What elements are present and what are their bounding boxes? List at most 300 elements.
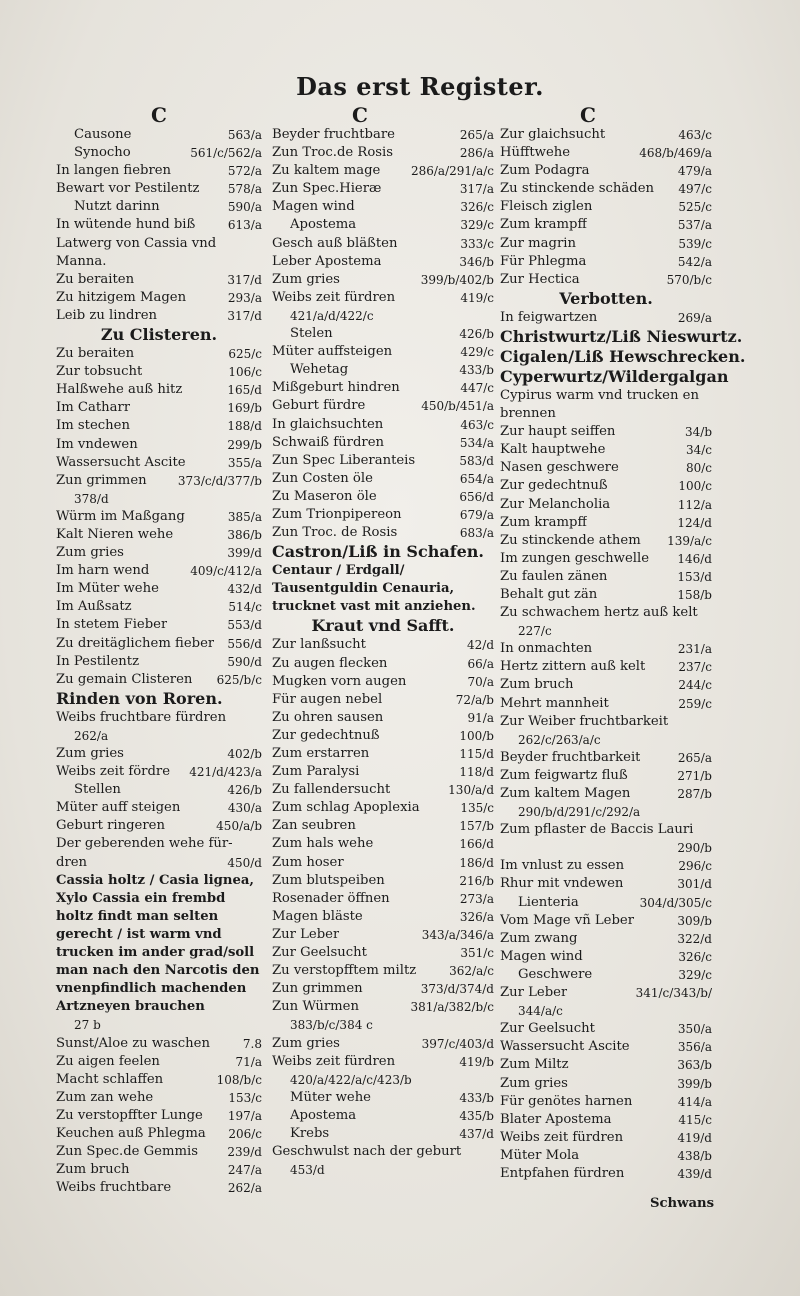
entry-term: Müter auff steigen xyxy=(56,800,181,816)
index-entry xyxy=(272,709,494,727)
entry-reference: 351/c xyxy=(460,946,494,961)
entry-reference: 386/b xyxy=(227,527,262,542)
entry-reference: 450/d xyxy=(227,855,262,870)
entry-term: Zu kaltem mage xyxy=(272,163,381,179)
entry-paragraph: Weibs fruchtbare fürdren xyxy=(56,709,227,725)
entry-term: Zum gries xyxy=(272,1035,340,1051)
entry-reference: 70/a xyxy=(467,674,494,689)
index-entry xyxy=(272,890,494,908)
index-entry xyxy=(56,616,262,634)
entry-term: In wütende hund biß xyxy=(56,217,196,233)
entry-reference: 326/c xyxy=(678,949,712,964)
section-heading: Kraut vnd Safft. xyxy=(311,616,455,636)
section-heading: Verbotten. xyxy=(559,288,653,308)
index-entry xyxy=(272,253,494,271)
entry-reference: 432/d xyxy=(227,582,262,597)
entry-term: Für augen nebel xyxy=(272,691,383,707)
entry-reference-continued: 262/a xyxy=(74,728,109,743)
entry-reference: 115/d xyxy=(459,747,494,761)
catchword: Schwans xyxy=(650,1196,715,1211)
index-entry xyxy=(500,216,712,234)
index-entry xyxy=(500,767,712,785)
index-entry xyxy=(272,488,494,506)
index-entry xyxy=(56,817,262,835)
entry-reference-continued: 453/d xyxy=(290,1163,325,1178)
entry-paragraph: Zur Weiber fruchtbarkeit xyxy=(500,713,669,729)
entry-term: Behalt gut zän xyxy=(500,586,598,602)
index-entry xyxy=(500,532,712,550)
entry-reference: 409/c/412/a xyxy=(190,564,262,579)
entry-term: dren xyxy=(56,854,88,870)
entry-reference: 124/d xyxy=(677,515,712,530)
entry-term: Rosenader öffnen xyxy=(272,890,390,906)
index-entry xyxy=(272,361,494,379)
entry-reference: 450/a/b xyxy=(216,819,262,834)
index-entry xyxy=(500,912,712,930)
index-entry xyxy=(56,526,262,544)
index-entry xyxy=(56,1035,262,1053)
index-entry xyxy=(56,671,262,689)
entry-reference: 421/d/423/a xyxy=(189,765,262,780)
entry-reference: 419/d xyxy=(677,1130,712,1145)
index-entry xyxy=(272,343,494,361)
entry-term: Zum Trionpipereon xyxy=(272,506,402,522)
index-entry xyxy=(56,216,262,234)
entry-reference: 468/b/469/a xyxy=(639,146,712,161)
index-entry xyxy=(500,676,712,694)
entry-paragraph: Cassia holtz / Casia lignea, Xylo Cassia ein frembd holtz findt man selten gerecht / ist warm vnd trucken im ander grad/soll man nach den Narcotis den vnenpfindlich machenden Artzneyen brauchen xyxy=(56,872,260,1015)
entry-term: Zun Würmen xyxy=(272,999,359,1015)
entry-reference: 130/a/d xyxy=(448,783,494,798)
entry-term: Zu dreitäglichem fieber xyxy=(56,635,215,651)
index-entry xyxy=(272,727,494,745)
entry-term: Zu Maseron öle xyxy=(272,488,377,504)
entry-reference: 329/c xyxy=(460,218,494,233)
entry-term: Magen wind xyxy=(272,199,355,215)
entry-term: Mißgeburt hindren xyxy=(272,380,400,396)
entry-reference: 72/a/b xyxy=(455,692,494,707)
entry-reference-continued: 344/a/c xyxy=(518,1004,563,1019)
entry-reference: 118/d xyxy=(459,765,494,780)
entry-paragraph: Cypirus warm vnd trucken en brennen xyxy=(500,387,699,422)
entry-reference: 556/d xyxy=(227,636,262,651)
index-entry xyxy=(500,441,712,459)
index-entry xyxy=(272,144,494,162)
entry-term: Kalt hauptwehe xyxy=(500,442,606,458)
entry-term: In feigwartzen xyxy=(500,309,598,325)
index-entry xyxy=(500,459,712,477)
index-entry xyxy=(500,1093,712,1111)
entry-term: Zum zan wehe xyxy=(56,1089,154,1105)
entry-reference: 346/b xyxy=(459,254,494,269)
entry-reference: 590/d xyxy=(227,654,262,669)
index-entry xyxy=(56,180,262,198)
entry-reference: 34/b xyxy=(685,425,712,440)
index-entry xyxy=(272,980,494,998)
entry-term: Macht schlaffen xyxy=(56,1071,164,1087)
entry-reference: 100/b xyxy=(459,728,494,743)
entry-term: In Pestilentz xyxy=(56,653,140,669)
entry-reference: 429/c xyxy=(460,345,494,360)
entry-reference-continued: 227/c xyxy=(518,624,552,639)
entry-term: Apostema xyxy=(290,217,357,233)
entry-reference: 399/b xyxy=(677,1076,712,1091)
entry-reference: 299/b xyxy=(227,437,262,452)
entry-term: Entpfahen fürdren xyxy=(500,1165,625,1181)
entry-term: Zun grimmen xyxy=(272,981,363,997)
index-entry xyxy=(56,1161,262,1179)
index-entry xyxy=(272,271,494,289)
entry-term: Zu stinckende schäden xyxy=(500,181,654,197)
entry-reference: 34/c xyxy=(685,443,712,458)
entry-reference: 333/c xyxy=(460,236,494,251)
entry-term: Zum gries xyxy=(56,545,124,561)
entry-reference: 572/a xyxy=(227,164,262,179)
entry-term: Geschwere xyxy=(518,966,593,982)
index-entry xyxy=(500,1056,712,1074)
index-entry xyxy=(500,1165,712,1183)
index-entry xyxy=(500,640,712,658)
entry-term: Zu aigen feelen xyxy=(56,1053,160,1069)
entry-reference: 317/a xyxy=(459,182,494,197)
entry-reference: 80/c xyxy=(685,461,712,476)
entry-reference: 679/a xyxy=(459,507,494,522)
entry-term: Hüfftwehe xyxy=(500,145,571,161)
register-column-3 xyxy=(500,103,746,1183)
entry-term: In langen fiebren xyxy=(56,163,172,179)
entry-reference: 309/b xyxy=(677,913,712,928)
index-entry xyxy=(500,785,712,803)
entry-term: Weibs fruchtbare xyxy=(56,1180,172,1196)
entry-term: Im stechen xyxy=(56,418,130,434)
entry-term: Zum bruch xyxy=(500,677,574,693)
index-entry xyxy=(272,799,494,817)
entry-reference: 7.8 xyxy=(242,1036,262,1051)
entry-term: Wehetag xyxy=(290,362,349,378)
index-entry xyxy=(500,126,712,144)
entry-term: Weibs zeit fürdren xyxy=(500,1129,624,1145)
index-entry xyxy=(500,235,712,253)
entry-reference: 654/a xyxy=(459,471,494,486)
index-entry xyxy=(500,1147,712,1165)
entry-reference: 265/a xyxy=(459,128,494,142)
index-entry xyxy=(272,872,494,890)
entry-reference: 537/a xyxy=(677,218,712,233)
index-entry xyxy=(272,691,494,709)
index-entry xyxy=(500,658,712,676)
entry-paragraph: Latwerg von Cassia vnd Manna. xyxy=(56,235,217,269)
index-entry xyxy=(272,416,494,434)
entry-term: Zur lanßsucht xyxy=(272,637,366,653)
entry-term: Weibs zeit fürdren xyxy=(272,1053,396,1069)
entry-term: Zum erstarren xyxy=(272,746,370,761)
index-entry xyxy=(56,198,262,216)
entry-term: Zun Spec.Hieræ xyxy=(272,181,382,197)
entry-reference: 578/a xyxy=(227,182,262,197)
entry-term: Zu beraiten xyxy=(56,271,135,287)
entry-term: Zur Leber xyxy=(272,926,340,942)
index-entry xyxy=(272,198,494,216)
index-entry xyxy=(56,544,262,562)
index-entry xyxy=(500,180,712,198)
index-entry xyxy=(272,452,494,470)
entry-term: Zum Podagra xyxy=(500,163,590,179)
entry-term: Im harn wend xyxy=(56,563,150,579)
index-entry xyxy=(56,162,262,180)
section-heading: Castron/Liß in Schafen. xyxy=(272,542,484,562)
index-entry xyxy=(500,496,712,514)
entry-reference: 317/d xyxy=(227,308,262,323)
entry-reference-continued: 421/a/d/422/c xyxy=(290,308,374,323)
entry-term: Lienteria xyxy=(518,894,579,910)
entry-term: Im Catharr xyxy=(56,400,131,416)
entry-term: Weibs zeit fördre xyxy=(56,764,171,780)
index-entry xyxy=(272,763,494,781)
entry-term: Im vnlust zu essen xyxy=(500,858,625,874)
entry-reference: 343/a/346/a xyxy=(421,927,494,942)
index-entry xyxy=(500,875,712,893)
entry-term: Zun Spec.de Gemmis xyxy=(56,1144,198,1160)
entry-term: Müter wehe xyxy=(290,1089,371,1105)
entry-reference: 463/c xyxy=(460,417,494,432)
entry-term: Im Außsatz xyxy=(56,599,132,615)
entry-term: Apostema xyxy=(290,1107,357,1123)
entry-term: Stelen xyxy=(290,326,333,342)
entry-term: Geburt fürdre xyxy=(272,398,366,414)
entry-reference: 433/b xyxy=(459,1090,494,1105)
index-entry xyxy=(56,289,262,307)
entry-reference: 100/c xyxy=(678,479,712,494)
entry-term: Für genötes harnen xyxy=(500,1093,633,1109)
index-entry xyxy=(56,1125,262,1143)
index-entry xyxy=(500,930,712,948)
index-entry xyxy=(56,562,262,580)
entry-paragraph: Zum pflaster de Baccis Lauri xyxy=(500,822,694,838)
entry-reference: 479/a xyxy=(677,164,712,179)
entry-term: Zur tobsucht xyxy=(56,364,143,380)
entry-term: Zum krampff xyxy=(500,217,587,233)
index-entry xyxy=(56,144,262,162)
entry-term: Hertz zittern auß kelt xyxy=(500,659,646,675)
entry-term: Sunst/Aloe zu waschen xyxy=(56,1035,210,1051)
entry-term: Krebs xyxy=(290,1125,330,1141)
entry-reference: 341/c/343/b/ xyxy=(635,986,712,1001)
index-entry xyxy=(272,655,494,673)
entry-reference: 188/d xyxy=(227,419,262,434)
entry-reference: 71/a xyxy=(235,1054,262,1069)
index-entry xyxy=(56,580,262,598)
index-entry xyxy=(272,397,494,415)
index-entry xyxy=(272,962,494,980)
index-entry xyxy=(272,216,494,234)
entry-term: Zur gedechtnuß xyxy=(272,727,380,743)
index-entry xyxy=(500,198,712,216)
entry-term: Zur haupt seiffen xyxy=(500,424,616,440)
entry-reference: 42/d xyxy=(467,638,494,653)
entry-term: Leib zu lindren xyxy=(56,307,158,323)
section-heading: Cyperwurtz/Wildergalgan xyxy=(500,366,729,386)
entry-reference: 186/d xyxy=(459,855,494,870)
entry-term: Zu augen flecken xyxy=(272,655,388,671)
entry-reference: 239/d xyxy=(227,1145,262,1160)
entry-reference: 197/a xyxy=(227,1108,262,1123)
entry-term: Zur glaichsucht xyxy=(500,127,606,142)
entry-reference: 402/b xyxy=(227,747,262,761)
section-letter: C xyxy=(151,103,167,127)
entry-reference: 350/a xyxy=(677,1022,712,1037)
entry-term: In stetem Fieber xyxy=(56,617,168,633)
section-heading: Christwurtz/Liß Nieswurtz. xyxy=(500,326,743,346)
index-entry xyxy=(272,908,494,926)
entry-term: Zum zwang xyxy=(500,930,578,946)
entry-reference: 273/a xyxy=(459,891,494,906)
entry-term: Zu verstopffter Lunge xyxy=(56,1107,203,1123)
index-entry xyxy=(272,379,494,397)
index-entry xyxy=(272,1125,494,1143)
entry-reference: 66/a xyxy=(467,656,494,671)
entry-term: Zu stinckende athem xyxy=(500,532,641,548)
entry-term: Keuchen auß Phlegma xyxy=(56,1125,206,1141)
index-entry xyxy=(272,289,494,307)
entry-term: Weibs zeit fürdren xyxy=(272,289,396,305)
index-entry xyxy=(272,998,494,1016)
entry-term: Magen bläste xyxy=(272,908,363,924)
entry-reference: 373/c/d/377/b xyxy=(177,473,262,488)
index-entry xyxy=(500,514,712,532)
entry-reference: 112/a xyxy=(677,497,712,512)
entry-reference: 414/a xyxy=(677,1094,712,1109)
index-entry xyxy=(500,309,712,327)
entry-reference: 326/c xyxy=(460,200,494,215)
entry-reference: 269/a xyxy=(677,310,712,325)
index-entry xyxy=(56,1179,262,1197)
entry-reference: 399/b/402/b xyxy=(420,272,494,287)
entry-term: Zur Geelsucht xyxy=(500,1021,595,1037)
entry-reference: 613/a xyxy=(227,218,262,233)
entry-term: Geburt ringeren xyxy=(56,818,165,834)
entry-reference: 296/c xyxy=(678,859,712,874)
entry-reference: 304/d/305/c xyxy=(639,895,712,910)
index-entry xyxy=(56,472,262,490)
entry-term: In glaichsuchten xyxy=(272,416,384,432)
index-entry xyxy=(500,1020,712,1038)
entry-reference: 373/d/374/d xyxy=(420,982,494,997)
entry-reference-continued: 420/a/422/a/c/423/b xyxy=(290,1072,412,1087)
entry-reference: 683/a xyxy=(459,526,494,541)
index-entry xyxy=(500,1129,712,1147)
entry-reference xyxy=(708,604,712,622)
entry-term: Vom Mage vñ Leber xyxy=(500,912,634,928)
entry-reference: 656/d xyxy=(459,489,494,504)
index-entry xyxy=(56,417,262,435)
index-entry xyxy=(56,381,262,399)
entry-reference: 438/b xyxy=(677,1148,712,1163)
index-entry xyxy=(56,1143,262,1161)
index-entry xyxy=(500,894,712,912)
entry-term: Zum gries xyxy=(56,746,124,761)
index-entry xyxy=(500,1111,712,1129)
entry-reference: 329/c xyxy=(678,967,712,982)
entry-term: Gesch auß bläßten xyxy=(272,235,398,251)
index-entry xyxy=(56,1089,262,1107)
index-entry xyxy=(56,854,262,872)
entry-reference: 157/b xyxy=(459,819,494,834)
entry-term: Zun Troc. de Rosis xyxy=(272,525,398,541)
entry-term: Zan seubren xyxy=(272,818,356,834)
entry-term: Zum gries xyxy=(500,1075,568,1091)
entry-term: Beyder fruchtbarkeit xyxy=(500,749,641,765)
entry-term: Im Müter wehe xyxy=(56,581,159,597)
entry-term: Zum gries xyxy=(272,271,340,287)
index-entry xyxy=(500,477,712,495)
entry-term: Zum hoser xyxy=(272,854,344,870)
index-entry xyxy=(500,568,712,586)
entry-term: Fleisch ziglen xyxy=(500,199,593,215)
entry-term: Zum kaltem Magen xyxy=(500,786,631,801)
index-entry xyxy=(56,454,262,472)
entry-reference: 419/c xyxy=(460,290,494,305)
entry-term: Zur Hectica xyxy=(500,271,580,287)
entry-reference: 166/d xyxy=(459,837,494,852)
entry-reference: 216/b xyxy=(459,873,494,888)
entry-term: Zun Costen öle xyxy=(272,470,373,486)
entry-term: Müter Mola xyxy=(500,1147,580,1163)
page-title: Das erst Register. xyxy=(296,72,544,101)
entry-reference: 139/a/c xyxy=(667,533,712,548)
index-entry xyxy=(272,781,494,799)
register-column-2 xyxy=(272,104,494,1179)
index-entry xyxy=(500,695,712,713)
index-entry xyxy=(56,436,262,454)
entry-reference: 463/c xyxy=(678,128,712,142)
entry-reference: 450/b/451/a xyxy=(421,399,494,414)
entry-reference: 237/c xyxy=(678,660,712,675)
index-entry xyxy=(500,984,712,1002)
index-entry xyxy=(56,1107,262,1125)
index-entry xyxy=(56,763,262,781)
entry-term: Zu faulen zänen xyxy=(500,568,608,584)
index-entry xyxy=(272,673,494,691)
entry-reference: 244/c xyxy=(678,678,712,693)
entry-term: Beyder fruchtbare xyxy=(272,127,395,142)
entry-reference: 153/c xyxy=(228,1090,262,1105)
index-entry xyxy=(56,745,262,763)
entry-reference: 435/b xyxy=(459,1108,494,1123)
entry-reference: 426/b xyxy=(459,327,494,342)
entry-reference: 165/d xyxy=(227,383,262,398)
entry-term: Synocho xyxy=(74,145,131,161)
index-entry xyxy=(272,745,494,763)
index-entry xyxy=(272,470,494,488)
entry-reference: 231/a xyxy=(677,642,712,657)
entry-reference-continued: 383/b/c/384 c xyxy=(290,1018,373,1033)
entry-term: Zur gedechtnuß xyxy=(500,478,608,494)
index-entry xyxy=(272,835,494,853)
entry-reference: 514/c xyxy=(228,600,262,615)
index-entry xyxy=(272,1089,494,1107)
entry-reference: 146/d xyxy=(677,551,712,566)
entry-term: Zur Geelsucht xyxy=(272,945,367,961)
section-heading: Cigalen/Liß Hewschrecken. xyxy=(500,346,746,366)
index-entry xyxy=(56,399,262,417)
entry-term: Zu gemain Clisteren xyxy=(56,671,193,687)
entry-term: Zun Troc.de Rosis xyxy=(272,145,394,161)
entry-reference: 293/a xyxy=(227,290,262,305)
entry-reference: 583/d xyxy=(459,453,494,468)
section-heading: Rinden von Roren. xyxy=(56,688,223,708)
entry-reference: 363/b xyxy=(677,1058,712,1073)
entry-reference: 437/d xyxy=(459,1126,494,1141)
